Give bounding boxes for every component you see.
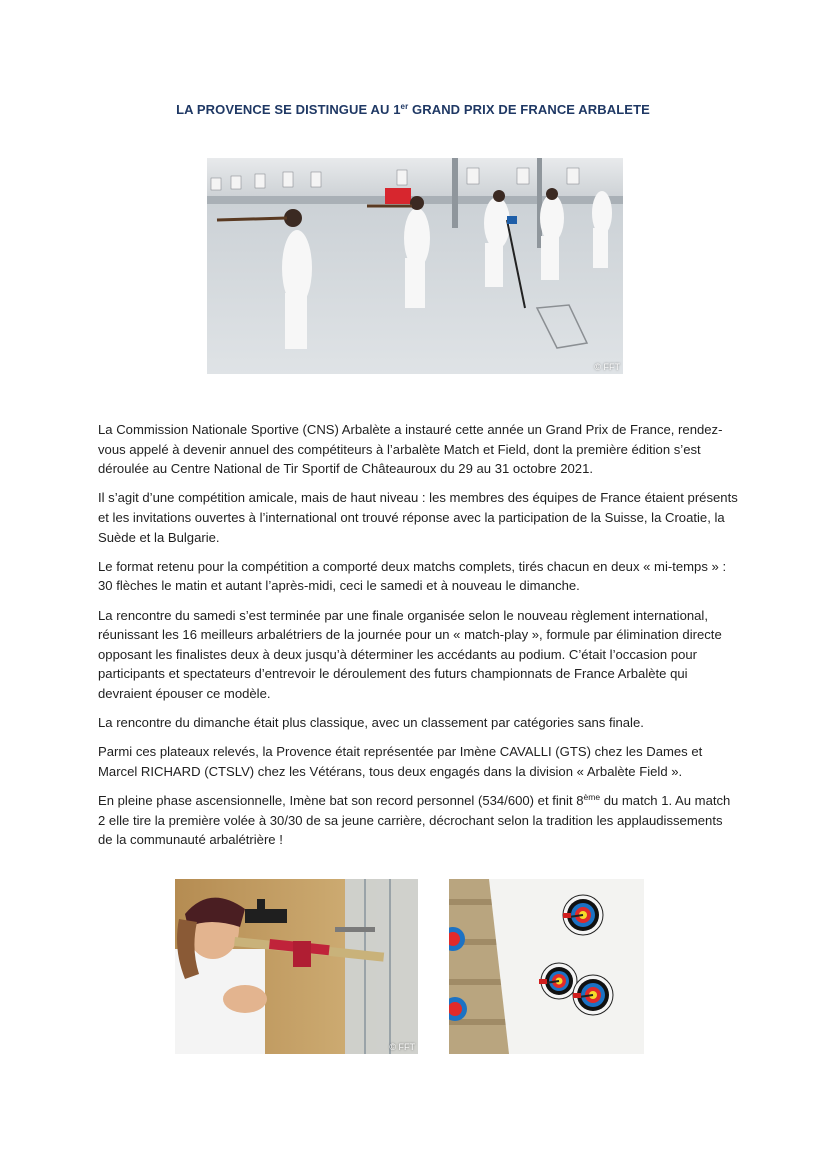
paragraph-text: En pleine phase ascensionnelle, Imène bat son record personnel (534/600) et finit 8 (98, 793, 584, 809)
article-body (98, 420, 738, 859)
page-title (0, 102, 826, 117)
paragraph: Il s’agit d’une compétition amicale, mais de haut niveau : les membres des équipes de France étaient présents et les invitations ouvertes à l’international ont trouvé réponse avec la participation de la Suisse, la Croatie, la Suède et la Bulgarie. (98, 490, 738, 545)
photo-archer-aiming (175, 879, 418, 1054)
paragraph: La Commission Nationale Sportive (CNS) Arbalète a instauré cette année un Grand Prix de France, rendez-vous appelé à devenir annuel des compétiteurs à l’arbalète Match et Field, dont la première édition s’est déroulée au Centre National de Tir Sportif de Châteauroux du 29 au 31 octobre 2021. (98, 422, 723, 477)
photo-watermark: © FFT (594, 362, 620, 372)
paragraph-text: du match 1. Au match 2 elle tire la première volée à 30/30 de sa jeune carrière, décrochant selon la tradition les applaudissements de la communauté arbalétrière ! (98, 793, 731, 848)
paragraph (98, 791, 738, 850)
title-text-2: GRAND PRIX DE FRANCE ARBALETE (408, 101, 650, 117)
paragraph: La rencontre du samedi s’est terminée par une finale organisée selon le nouveau règlement international, réunissant les 16 meilleurs arbalétriers de la journée pour un « match-play », formule par élimination directe opposant les finalistes deux à deux jusqu’à déterminer les accédants au podium. C’était l’occasion pour participants et spectateurs d’entrevoir le déroulement des futurs championnats de France Arbalète qui devraient épouser ce modèle. (98, 607, 722, 701)
photo-shooting-range (207, 158, 623, 374)
photo-watermark: © FFT (389, 1042, 415, 1052)
paragraph: Parmi ces plateaux relevés, la Provence était représentée par Imène CAVALLI (GTS) chez les Dames et Marcel RICHARD (CTSLV) chez les Vétérans, tous deux engagés dans la division « Arbalète Field ». (98, 744, 703, 779)
title-text-1: LA PROVENCE SE DISTINGUE AU 1 (176, 101, 401, 117)
paragraph: Le format retenu pour la compétition a comporté deux matchs complets, tirés chacun en deux « mi-temps » : 30 flèches le matin et autant l’après-midi, ceci le samedi et à nouveau le dimanche. (98, 558, 727, 594)
paragraph: La rencontre du dimanche était plus classique, avec un classement par catégories sans finale. (98, 715, 644, 731)
photo-targets (449, 879, 644, 1054)
title-superscript: er (400, 101, 409, 111)
ordinal-superscript: ème (583, 792, 601, 803)
